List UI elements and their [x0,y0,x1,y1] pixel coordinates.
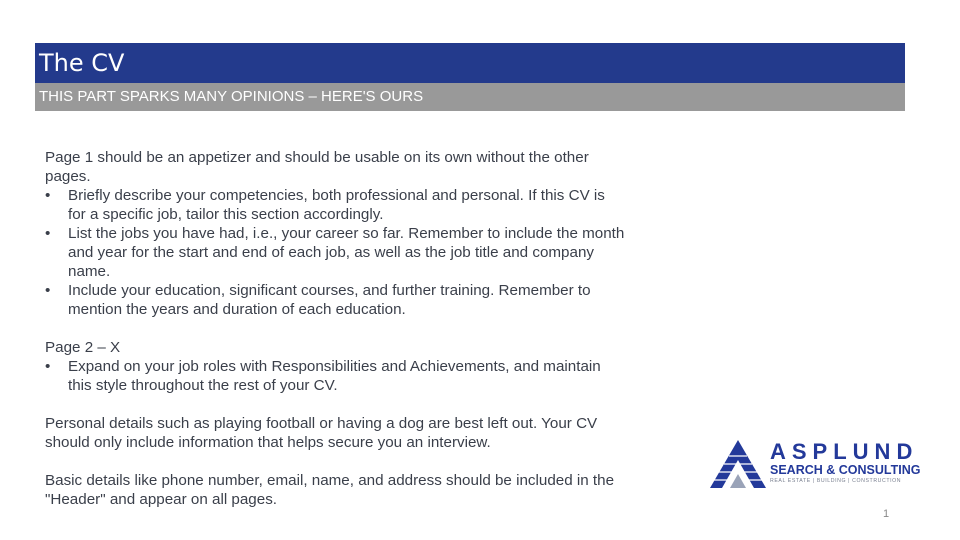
subtitle-bar [35,83,905,111]
basic-details-paragraph: Basic details like phone number, email, name, and address should be included in the "Header" and appear on all pages. [45,472,615,508]
list-item: • List the jobs you have had, i.e., your career so far. Remember to include the month and year for the start and end of each job, as well as the job title and company name. [45,224,625,281]
page-number: 1 [883,508,890,520]
page2-bullet-list [45,357,625,395]
slide-title: The CV [39,49,125,77]
logo-name: ASPLUND [770,439,919,464]
page1-bullet-list [45,186,625,319]
slide-body [45,148,625,509]
list-item: • Include your education, significant courses, and further training. Remember to mention the years and duration of each education. [45,281,625,319]
personal-details-paragraph: Personal details such as playing football or having a dog are best left out. Your CV should only include information that helps secure you an interview. [45,415,598,451]
page2-intro: Page 2 – X [45,339,121,356]
list-item: • Briefly describe your competencies, both professional and personal. If this CV is for a specific job, tailor this section accordingly. [45,186,625,224]
list-item: • Expand on your job roles with Responsibilities and Achievements, and maintain this style throughout the rest of your CV. [45,357,625,395]
page1-intro: Page 1 should be an appetizer and should be usable on its own without the other pages. [45,149,589,185]
logo-tagline: SEARCH & CONSULTING [770,463,921,477]
logo-sectors: REAL ESTATE | BUILDING | CONSTRUCTION [770,478,902,484]
slide-subtitle: THIS PART SPARKS MANY OPINIONS – HERE'S OURS [39,88,424,105]
title-bar [35,43,905,83]
